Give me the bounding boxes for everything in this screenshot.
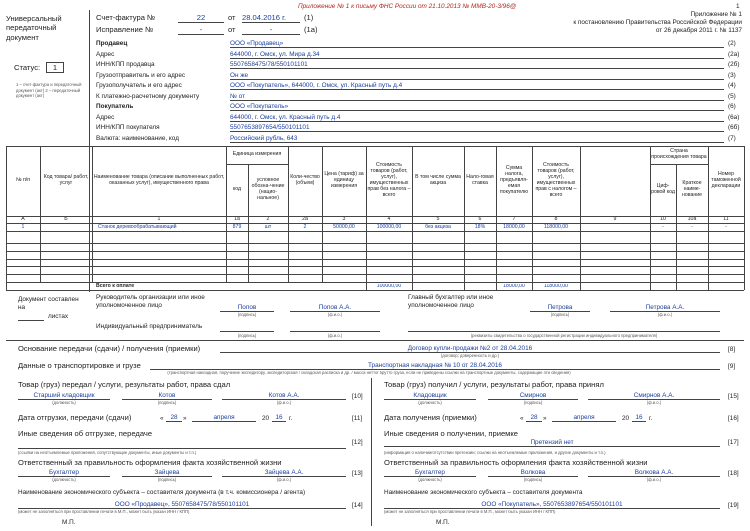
ship-date-label: Дата отгрузки, передачи (сдачи) [18,413,132,422]
left-position: Старший кладовщик [18,393,110,400]
doc-sheets-label: листах [48,313,69,320]
table-cell: 18% [474,224,486,230]
table-cell: - [691,224,693,230]
caption-fio: (ф.и.о.) [657,312,673,317]
col-letter: 9 [613,217,617,222]
left-date-year-prefix: 20 [262,415,270,422]
head-name: Попов А.А. [290,305,380,312]
party-value: 5507653897654/550101101 [230,125,724,132]
col-letter: 4 [387,217,391,222]
other-recv-value: Претензий нет [384,440,720,447]
invoice-date-prefix: от [228,13,236,22]
right-position: Кладовщик [384,393,476,400]
col-letter: 10а [687,217,697,222]
party-value: Он же [230,73,724,80]
right-sign: Смирнов [488,393,578,400]
invoice-number: 22 [178,14,224,23]
right-resp-code: [18] [728,470,739,477]
total-cost-w-tax: 118000,00 [543,284,569,289]
appendix-line2: к постановлению Правительства Российской Федерации [573,19,742,26]
right-date-year-prefix: 20 [622,415,630,422]
transport-label: Данные о транспортировке и грузе [18,361,141,370]
right-date-month: апреля [552,415,616,422]
correction-code: (1а) [304,25,318,34]
th-country-name: Краткое наиме-нование [682,180,702,198]
right-resp-sign: Волкова [488,470,578,477]
party-code: (2а) [728,50,740,58]
party-code: (2б) [728,61,740,68]
left-resp-sign: Зайцева [122,470,212,477]
party-value: № от [230,94,724,101]
party-value: 644000, г. Омск, ул. Мира д.34 [230,52,724,59]
caption-sign: (подпись) [157,400,177,405]
caption-position: (должность) [52,477,76,482]
ip-cert-caption: (реквизиты свидетельства о государственной регистрации индивидуального предпринимателя) [470,333,658,338]
party-value: ООО «Покупатель», 644000, г. Омск, ул. Красный путь д.4 [230,83,724,90]
party-label: Грузоотправитель и его адрес [96,71,186,79]
party-value: ООО «Продавец» [230,41,724,48]
th-price: Цена (тариф) за единицу измерения [324,171,364,189]
correction-date-prefix: от [228,25,236,34]
party-value: ООО «Покупатель» [230,104,724,111]
left-entity-caption: (может не заполняться при проставлении печати в М.П., может быть указан ИНН / КПП) [18,510,190,514]
col-letter: 2а [302,217,308,222]
invoice-label: Счет-фактура № [96,13,156,22]
left-resp-code: [13] [352,470,363,477]
doc-sheets-count [18,314,44,321]
caption-sign: (подпись) [237,312,257,317]
basis-value: Договор купли-продажи №2 от 28.04.2016 [220,346,720,353]
left-resp-position: Бухгалтер [18,470,110,477]
transport-caption: (транспортная накладная, поручение экспедитору, экспедиторская / складская расписка и др. / масса нетто/ брутто груза, если не приведены ссылки на транспортные документы, содержащие эти сведения) [167,371,571,375]
other-ship-code: [12] [352,439,363,446]
table-cell [40,224,92,241]
left-code: [10] [352,393,363,400]
left-date-year: 16 [272,415,286,422]
col-letter: 1а [234,217,240,222]
page-mark: 1 [736,3,740,10]
left-entity-label: Наименование экономического субъекта – составителя документа (в т.ч. комиссионера / агента) [18,489,306,496]
status-label: Статус: [14,63,41,72]
party-code: (7) [728,134,736,142]
col-letter: 5 [436,217,440,222]
left-date-day: 28 [166,415,182,422]
accountant-name: Петрова А.А. [610,305,720,312]
right-resp-label: Ответственный за правильность оформления факта хозяйственной жизни [384,458,648,467]
total-cost-wo-tax: 100000,00 [376,284,402,289]
head-sign: Попов [220,305,274,312]
transport-code: [9] [728,363,736,370]
col-letter: 8 [554,217,558,222]
right-date-day: 28 [526,415,542,422]
table-cell: 118000,00 [543,224,569,230]
left-date-month: апреля [192,415,256,422]
right-code: [15] [728,393,739,400]
right-title: Товар (груз) получил / услуги, результаты работ, права принял [384,380,604,389]
caption-fio: (ф.и.о.) [646,400,662,405]
th-country-group: Страна происхождения товара [651,148,707,160]
upd-title: Универсальный передаточный документ [6,14,62,42]
party-label: Грузополучатель и его адрес [96,82,182,89]
table-cell: 1 [21,224,25,230]
party-label: ИНН/КПП покупателя [96,124,160,131]
left-date-code: [11] [352,415,363,422]
col-letter: 3 [342,217,346,222]
total-tax: 18000,00 [503,284,525,289]
col-letter: А [21,217,25,222]
col-letter: 10 [660,217,666,222]
col-letter: 7 [512,217,516,222]
party-value: 5507658475/78/550101101 [230,62,724,69]
invoice-date: 28.04.2016 г. [242,14,300,23]
th-cost-wo-tax: Стоимость товаров (работ, услуг), имущественных прав без налога – всего [367,162,411,198]
other-recv-caption: (информация о наличии/отсутствии претензии; ссылки на неотъемлемые приложения, и другие документы и т.п.) [384,451,606,455]
th-unit-code: код [232,186,242,193]
right-date-year-suffix: г. [649,415,653,422]
party-code: (6б) [728,124,740,131]
ip-label: Индивидуальный предприниматель [96,323,203,330]
top-note: Приложение № 1 к письму ФНС России от 21.10.2013 № ММВ-20-3/96@ [298,3,517,10]
total-label: Всего к оплате [96,283,135,289]
table-cell: 50000,00 [333,224,355,230]
other-recv-label: Иные сведения о получении, приемке [384,429,519,438]
caption-sign: (подпись) [523,400,543,405]
caption-position: (должность) [418,400,442,405]
basis-caption: (договор; доверенность и др.) [440,353,500,358]
caption-sign: (подпись) [523,477,543,482]
table-cell: без акциза [425,224,451,230]
correction-date: - [242,26,300,35]
caption-sign: (подпись) [237,333,257,338]
party-label: Валюта: наименование, код [96,134,179,142]
col-letter: 11 [723,217,729,222]
recv-date-label: Дата получения (приемки) [384,413,477,422]
caption-sign: (подпись) [550,312,570,317]
caption-fio: (ф.и.о.) [327,333,343,338]
col-letter: 1 [157,217,161,222]
head-label: Руководитель организации или иное уполномоченное лицо [96,294,205,309]
other-ship-label: Иные сведения об отгрузке, передаче [18,429,153,438]
left-resp-label: Ответственный за правильность оформления факта хозяйственной жизни [18,458,282,467]
left-mp: М.П. [62,519,76,526]
caption-position: (должность) [418,477,442,482]
doc-made-label: Документ составлен на [18,296,79,311]
status-note: 1 – счет-фактура и передаточный документ (акт) 2 – передаточный документ (акт) [16,82,82,99]
left-title: Товар (груз) передал / услуги, результаты работ, права сдал [18,380,231,389]
caption-fio: (ф.и.о.) [276,400,292,405]
party-label: Продавец [96,40,128,47]
right-date-code: [16] [728,415,739,422]
party-code: (4) [728,82,736,89]
appendix-line3: от 26 декабря 2011 г. № 1137 [655,27,742,34]
right-resp-name: Волкова А.А. [588,470,720,477]
col-letter: 6 [478,217,482,222]
accountant-sign: Петрова [530,305,590,312]
th-name: Наименование товара (описание выполненных работ, оказанных услуг), имущественного права [93,174,225,186]
th-qty: Коли-чество (объем) [290,174,320,186]
correction-number: - [178,26,224,35]
party-label: Покупатель [96,103,134,110]
other-ship-caption: (ссылки на неотъемлемые приложения, сопутствующие документы, иные документы и т.п.) [18,451,197,455]
party-value: 644000, г. Омск, ул. Красный путь д.4 [230,115,724,122]
th-unit-name: условное обозна-чение (нацио-нальное) [251,177,285,201]
col-letter: Б [64,217,68,222]
party-code: (2) [728,40,736,47]
th-code: Код товара/ работ, услуг [43,174,89,186]
caption-fio: (ф.и.о.) [276,477,292,482]
party-label: ИНН/КПП продавца [96,61,155,68]
table-cell: 2 [303,224,307,230]
accountant-label: Главный бухгалтер или иное уполномоченное лицо [408,294,494,309]
table-cell: шт [264,224,272,230]
party-code: (3) [728,71,736,79]
left-entity-code: [14] [352,502,363,509]
basis-code: [8] [728,346,736,353]
col-letter: 2 [266,217,270,222]
right-name: Смирнов А.А. [588,393,720,400]
left-entity: ООО «Продавец», 5507658475/78/550101101 [18,502,346,509]
left-date-year-suffix: г. [289,415,293,422]
status-value: 1 [46,62,64,73]
party-code: (6) [728,103,736,110]
caption-position: (должность) [52,400,76,405]
party-label: Адрес [96,50,115,58]
party-value: Российский рубль, 643 [230,136,724,143]
party-code: (6а) [728,113,740,121]
th-num: № п/п [15,177,31,184]
party-code: (5) [728,92,736,100]
transport-value: Транспортная накладная № 10 от 28.04.2016 [150,363,720,370]
left-name: Котов А.А. [222,393,346,400]
other-recv-code: [17] [728,439,739,446]
th-cost-w-tax: Стоимость товаров (работ, услуг), имущественных прав с налогом – всего [535,162,577,198]
invoice-code: (1) [304,13,314,22]
party-label: К платежно-расчетному документу [96,92,200,100]
th-unit-group: Единица измерения [232,151,282,158]
table-cell: - [662,224,664,230]
table-cell: 100000,00 [376,224,402,230]
th-tax-rate: Нало-говая ставка [466,174,494,186]
left-resp-name: Зайцева А.А. [222,470,346,477]
right-entity-caption: (может не заполняться при проставлении печати в М.П., может быть указан ИНН / КПП) [384,510,556,514]
right-entity-code: [19] [728,502,739,509]
right-entity: ООО «Покупатель», 5507653897654/550101101 [384,502,720,509]
th-tax-sum: Сумма налога, предъявля-емая покупателю [499,165,529,195]
right-resp-position: Бухгалтер [384,470,476,477]
basis-label: Основание передачи (сдачи) / получения (приемки) [18,344,201,353]
right-date-year: 16 [632,415,646,422]
caption-fio: (ф.и.о.) [646,477,662,482]
table-cell: - [725,224,727,230]
caption-sign: (подпись) [157,477,177,482]
th-country-code: Циф-ровой код [651,183,675,195]
table-cell: Станок деревообрабатывающий [98,224,177,230]
th-excise: В том числе сумма акциза [415,174,461,186]
left-sign: Котов [122,393,212,400]
correction-label: Исправление № [96,25,154,34]
party-label: Адрес [96,113,115,121]
th-customs: Номер таможенной декларации [711,171,741,189]
table-cell: 18000,00 [503,224,525,230]
appendix-line1: Приложение № 1 [690,11,742,18]
right-mp: М.П. [436,519,450,526]
table-cell: 879 [232,224,242,230]
caption-fio: (ф.и.о.) [327,312,343,317]
right-entity-label: Наименование экономического субъекта – составителя документа [384,489,583,496]
